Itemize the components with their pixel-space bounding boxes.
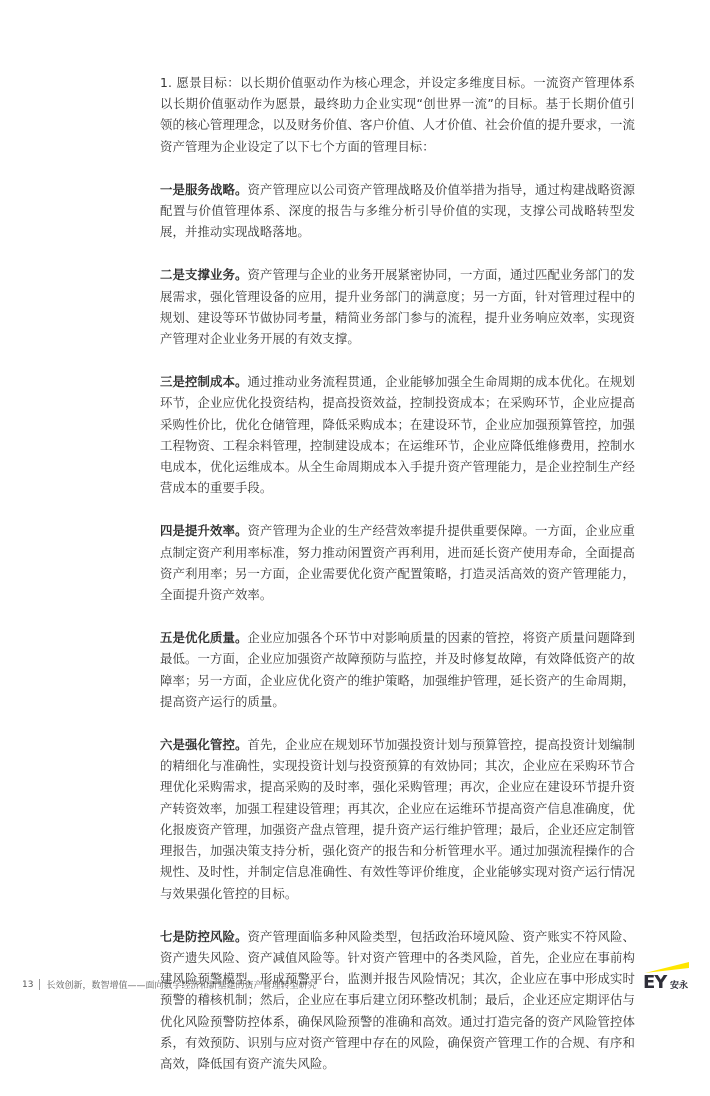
paragraph-lead: 六是强化管控。 (160, 737, 248, 753)
paragraph-serve-strategy (160, 179, 635, 243)
paragraph-support-business (160, 264, 635, 349)
footer-divider (39, 979, 40, 990)
paragraph-text: 首先，企业应在规划环节加强投资计划与预算管控，提高投资计划编制的精细化与准确性，实现投资计划与投资预算的有效协同；其次，企业应在采购环节合理优化采购需求，提高采购的及时率，强化采购管理；再次，企业应在建设环节提升资产转资效率，加强工程建设管理；再其次，企业应在运维环节提高资产信息准确度，优化报废资产管理，加强资产盘点管理，提升资产运行维护管理；最后，企业还应定制管理报告，加强决策支持分析，强化资产的报告和分析管理水平。通过加强流程操作的合规性、及时性，并制定信息准确性、有效性等评价维度，企业能够实现对资产运行情况与效果强化管控的目标。 (160, 737, 635, 901)
paragraph-optimize-quality (160, 627, 635, 712)
paragraph-vision (160, 72, 635, 157)
paragraph-text: 资产管理应以公司资产管理战略及价值举措为指导，通过构建战略资源配置与价值管理体系、深度的报告与多维分析引导价值的实现，支撑公司战略转型发展，并推动实现战略落地。 (160, 181, 635, 240)
running-title: 长效创新，数智增值——面向数字经济和新基建的资产管理转型研究 (46, 981, 317, 991)
paragraph-text: 通过推动业务流程贯通，企业能够加强全生命周期的成本优化。在规划环节，企业应优化投资结构，提高投资效益，控制投资成本；在采购环节，企业应提高采购性价比，优化仓储管理，降低采购成本；在建设环节，企业应加强预算管控，加强工程物资、工程余料管理，控制建设成本；在运维环节，企业应降低维修费用，控制水电成本，优化运维成本。从全生命周期成本入手提升资产管理能力，是企业控制生产经营成本的重要手段。 (160, 374, 635, 496)
paragraph-lead: 一是服务战略。 (160, 181, 248, 197)
page-number: 13 (22, 979, 34, 990)
paragraph-improve-efficiency (160, 520, 635, 605)
paragraph-lead: 二是支撑业务。 (160, 267, 248, 283)
paragraph-text: 资产管理与企业的业务开展紧密协同，一方面，通过匹配业务部门的发展需求，强化管理设备的应用，提升业务部门的满意度；另一方面，针对管理过程中的规划、建设等环节做协同考量，精简业务部门参与的流程，提升业务响应效率，实现资产管理对企业业务开展的有效支撑。 (160, 267, 635, 347)
paragraph-lead: 四是提升效率。 (160, 523, 248, 539)
paragraph-lead: 七是防控风险。 (160, 928, 248, 944)
logo-mark: EY (643, 972, 667, 993)
logo-chinese-name: 安永 (670, 981, 689, 991)
ey-logo (643, 962, 691, 996)
page-footer (22, 978, 316, 991)
paragraph-text: 企业应加强各个环节中对影响质量的因素的管控，将资产质量问题降到最低。一方面，企业应加强资产故障预防与监控，并及时修复故障，有效降低资产的故障率；另一方面，企业应优化资产的维护策略，加强维护管理，延长资产的生命周期，提高资产运行的质量。 (160, 630, 635, 709)
paragraph-text: 资产管理面临多种风险类型，包括政治环境风险、资产账实不符风险、资产遗失风险、资产减值风险等。针对资产管理中的各类风险，首先，企业应在事前构建风险预警模型，形成预警平台，监测并报告风险情况；其次，企业应在事中形成实时预警的稽核机制；然后，企业应在事后建立闭环整改机制；最后，企业还应定期评估与优化风险预警防控体系，确保风险预警的准确和高效。通过打造完备的资产风险管控体系，有效预防、识别与应对资产管理中存在的风险，确保资产管理工作的合规、有序和高效，降低国有资产流失风险。 (160, 928, 635, 1071)
main-content (160, 72, 635, 1096)
paragraph-text: 资产管理为企业的生产经营效率提升提供重要保障。一方面，企业应重点制定资产利用率标准，努力推动闲置资产再利用，进而延长资产使用寿命，全面提高资产利用率；另一方面，企业需要优化资产配置策略，打造灵活高效的资产管理能力，全面提升资产效率。 (160, 523, 635, 603)
paragraph-lead: 三是控制成本。 (160, 374, 248, 390)
paragraph-lead: 五是优化质量。 (160, 630, 248, 646)
paragraph-control-cost (160, 371, 635, 498)
paragraph-risk-control (160, 926, 635, 1074)
paragraph-strengthen-control (160, 734, 635, 904)
paragraph-text: 1. 愿景目标：以长期价值驱动作为核心理念，并设定多维度目标。一流资产管理体系以长期价值驱动作为愿景，最终助力企业实现“创世界一流”的目标。基于长期价值引领的核心管理理念，以及财务价值、客户价值、人才价值、社会价值的提升要求，一流资产管理为企业设定了以下七个方面的管理目标： (160, 75, 635, 154)
